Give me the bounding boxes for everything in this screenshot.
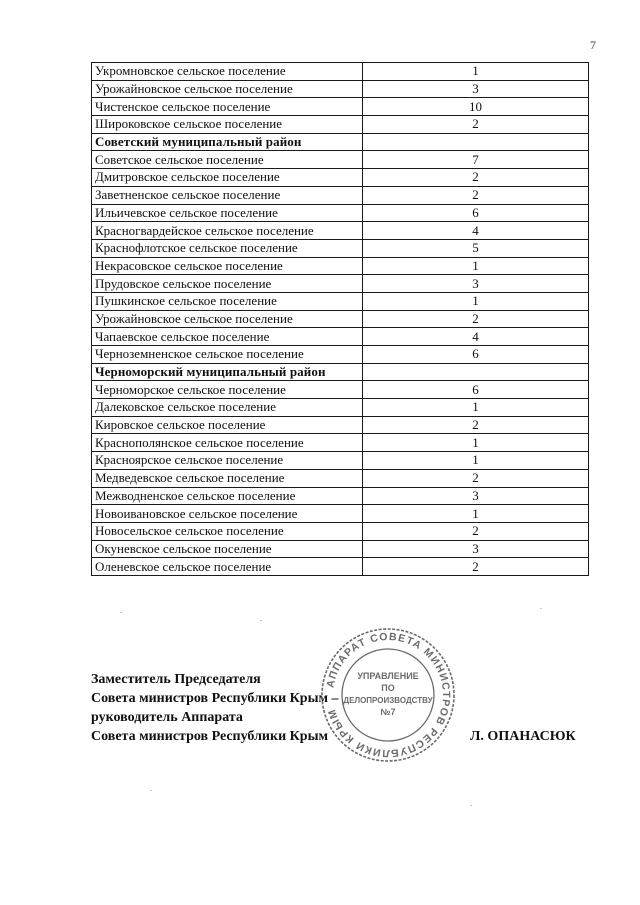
settlement-name: Советское сельское поселение bbox=[92, 151, 363, 169]
settlement-count: 1 bbox=[363, 434, 589, 452]
settlement-name: Широковское сельское поселение bbox=[92, 116, 363, 134]
stamp-ring-text: АППАРАТ СОВЕТА МИНИСТРОВ РЕСПУБЛИКИ КРЫМ bbox=[324, 630, 453, 760]
page-number: 7 bbox=[590, 38, 596, 52]
table-row bbox=[92, 328, 589, 346]
table-row bbox=[92, 399, 589, 417]
settlement-count: 1 bbox=[363, 63, 589, 81]
settlement-count: 7 bbox=[363, 151, 589, 169]
table-row bbox=[92, 558, 589, 576]
table-body bbox=[92, 63, 589, 576]
settlement-name: Некрасовское сельское поселение bbox=[92, 257, 363, 275]
table-row bbox=[92, 98, 589, 116]
settlement-count: 1 bbox=[363, 292, 589, 310]
settlement-name: Урожайновское сельское поселение bbox=[92, 310, 363, 328]
table-row bbox=[92, 452, 589, 470]
table-row bbox=[92, 169, 589, 187]
scan-speck bbox=[470, 805, 472, 806]
signature-line-council-2: Совета министров Республики Крым bbox=[91, 729, 329, 744]
settlement-name: Далековское сельское поселение bbox=[92, 399, 363, 417]
table-row bbox=[92, 540, 589, 558]
settlement-count: 1 bbox=[363, 399, 589, 417]
table-row bbox=[92, 381, 589, 399]
settlement-name: Оленевское сельское поселение bbox=[92, 558, 363, 576]
settlement-count: 3 bbox=[363, 540, 589, 558]
settlement-count: 2 bbox=[363, 416, 589, 434]
table-row bbox=[92, 186, 589, 204]
scan-speck bbox=[150, 790, 152, 791]
svg-text:АППАРАТ СОВЕТА МИНИСТРОВ РЕСПУ bbox=[324, 631, 452, 759]
settlement-name: Черноземненское сельское поселение bbox=[92, 346, 363, 364]
table-row bbox=[92, 416, 589, 434]
settlement-name: Укромновское сельское поселение bbox=[92, 63, 363, 81]
scan-speck bbox=[120, 612, 122, 613]
table-row bbox=[92, 487, 589, 505]
settlement-name: Черноморское сельское поселение bbox=[92, 381, 363, 399]
settlement-count: 6 bbox=[363, 346, 589, 364]
table-row bbox=[92, 310, 589, 328]
settlement-count: 1 bbox=[363, 452, 589, 470]
settlement-count: 3 bbox=[363, 275, 589, 293]
table-row bbox=[92, 257, 589, 275]
table-row bbox=[92, 204, 589, 222]
settlement-name: Окуневское сельское поселение bbox=[92, 540, 363, 558]
table-row bbox=[92, 522, 589, 540]
settlement-name: Дмитровское сельское поселение bbox=[92, 169, 363, 187]
settlement-name: Красногвардейское сельское поселение bbox=[92, 222, 363, 240]
settlement-name: Кировское сельское поселение bbox=[92, 416, 363, 434]
settlement-count: 6 bbox=[363, 381, 589, 399]
stamp-inner-ring bbox=[342, 649, 434, 741]
stamp-line-4: №7 bbox=[380, 707, 396, 717]
stamp-line-1: УПРАВЛЕНИЕ bbox=[357, 671, 419, 681]
district-name: Черноморский муниципальный район bbox=[92, 363, 363, 381]
settlement-count: 3 bbox=[363, 80, 589, 98]
scan-speck bbox=[260, 620, 262, 621]
settlement-name: Чистенское сельское поселение bbox=[92, 98, 363, 116]
settlement-name: Чапаевское сельское поселение bbox=[92, 328, 363, 346]
settlement-count: 1 bbox=[363, 257, 589, 275]
district-row bbox=[92, 363, 589, 381]
settlement-name: Ильичевское сельское поселение bbox=[92, 204, 363, 222]
settlement-count: 2 bbox=[363, 522, 589, 540]
table-row bbox=[92, 505, 589, 523]
settlement-count bbox=[363, 363, 589, 381]
settlement-name: Межводненское сельское поселение bbox=[92, 487, 363, 505]
table-row bbox=[92, 63, 589, 81]
stamp-line-2: ПО bbox=[381, 683, 395, 693]
scan-speck bbox=[540, 608, 542, 609]
settlement-name: Прудовское сельское поселение bbox=[92, 275, 363, 293]
signature-line-council: Совета министров Республики Крым – bbox=[91, 691, 339, 706]
stamp-line-3: ДЕЛОПРОИЗВОДСТВУ bbox=[343, 696, 433, 705]
settlement-name: Новосельское сельское поселение bbox=[92, 522, 363, 540]
settlement-name: Урожайновское сельское поселение bbox=[92, 80, 363, 98]
settlement-name: Медведевское сельское поселение bbox=[92, 469, 363, 487]
table-row bbox=[92, 469, 589, 487]
settlement-count: 2 bbox=[363, 116, 589, 134]
settlement-count: 2 bbox=[363, 558, 589, 576]
settlement-count: 1 bbox=[363, 505, 589, 523]
district-name: Советский муниципальный район bbox=[92, 133, 363, 151]
signature-block bbox=[91, 670, 339, 746]
table-row bbox=[92, 222, 589, 240]
settlement-count: 2 bbox=[363, 469, 589, 487]
table-row bbox=[92, 151, 589, 169]
settlement-name: Новоивановское сельское поселение bbox=[92, 505, 363, 523]
settlement-count: 4 bbox=[363, 328, 589, 346]
settlement-count: 5 bbox=[363, 239, 589, 257]
settlements-table bbox=[91, 62, 589, 576]
signatory-name: Л. ОПАНАСЮК bbox=[470, 729, 576, 744]
settlement-count: 2 bbox=[363, 169, 589, 187]
settlement-name: Пушкинское сельское поселение bbox=[92, 292, 363, 310]
table-row bbox=[92, 80, 589, 98]
table-row bbox=[92, 434, 589, 452]
settlement-name: Краснофлотское сельское поселение bbox=[92, 239, 363, 257]
settlement-name: Краснополянское сельское поселение bbox=[92, 434, 363, 452]
table-row bbox=[92, 239, 589, 257]
official-stamp bbox=[318, 625, 458, 765]
signature-line-head: руководитель Аппарата bbox=[91, 710, 243, 725]
settlement-name: Красноярское сельское поселение bbox=[92, 452, 363, 470]
settlement-count: 2 bbox=[363, 310, 589, 328]
table-row bbox=[92, 292, 589, 310]
settlement-count: 4 bbox=[363, 222, 589, 240]
table-row bbox=[92, 275, 589, 293]
settlement-count bbox=[363, 133, 589, 151]
table-row bbox=[92, 116, 589, 134]
signature-line-position: Заместитель Председателя bbox=[91, 672, 261, 687]
settlement-count: 6 bbox=[363, 204, 589, 222]
settlement-count: 10 bbox=[363, 98, 589, 116]
settlement-name: Заветненское сельское поселение bbox=[92, 186, 363, 204]
settlement-count: 2 bbox=[363, 186, 589, 204]
settlement-count: 3 bbox=[363, 487, 589, 505]
district-row bbox=[92, 133, 589, 151]
table-row bbox=[92, 346, 589, 364]
